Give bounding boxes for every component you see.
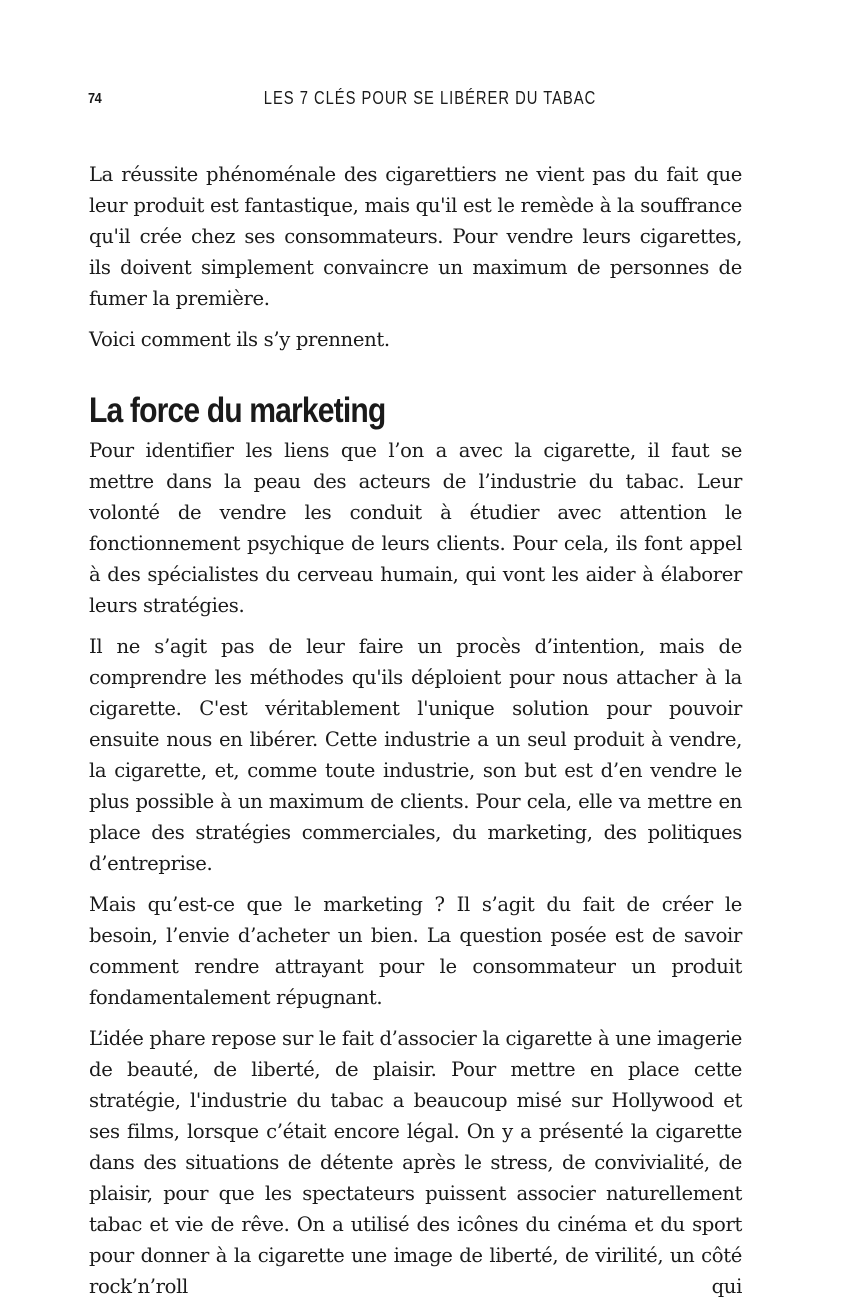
running-header [0, 88, 860, 112]
page-number: 74 [88, 90, 102, 107]
intro-paragraph: La réussite phénoménale des cigarettiers ne vient pas du fait que leur produit est fantastique, mais qu'il est le remède à la souffrance qu'il crée chez ses consommateurs. Pour vendre leurs cigarettes, ils doivent simplement convaincre un maximum de personnes de fumer la première. [89, 163, 742, 310]
page-body [89, 159, 742, 1312]
body-paragraph: Pour identifier les liens que l’on a avec la cigarette, il faut se mettre dans la peau des acteurs de l’industrie du tabac. Leur volonté de vendre les conduit à étudier avec attention le fonctionnement psychique de leurs clients. Pour cela, ils font appel à des spécialistes du cerveau humain, qui vont les aider à élaborer leurs stratégies. [89, 439, 742, 617]
section-title: La force du marketing [89, 391, 386, 430]
book-title: LES 7 CLÉS POUR SE LIBÉRER DU TABAC [263, 88, 597, 108]
intro-paragraph: Voici comment ils s’y prennent. [89, 328, 390, 351]
body-paragraph: Il ne s’agit pas de leur faire un procès d’intention, mais de comprendre les méthodes qu'ils déploient pour nous attacher à la cigarette. C'est véritablement l'unique solution pour pouvoir ensuite nous en libérer. Cette industrie a un seul produit à vendre, la cigarette, et, comme toute industrie, son but est d’en vendre le plus possible à un maximum de clients. Pour cela, elle va mettre en place des stratégies commerciales, du marketing, des politiques d’entreprise. [89, 635, 742, 875]
body-paragraph: L’idée phare repose sur le fait d’associer la cigarette à une imagerie de beauté, de liberté, de plaisir. Pour mettre en place cette stratégie, l'industrie du tabac a beaucoup misé sur Hollywood et ses films, lorsque c’était encore légal. On y a présenté la cigarette dans des situations de détente après le stress, de convivialité, de plaisir, pour que les spectateurs puissent associer naturellement tabac et vie de rêve. On a utilisé des icônes du cinéma et du sport pour donner à la cigarette une image de liberté, de virilité, un côté rock’n’roll qui [89, 1027, 742, 1298]
body-paragraph: Mais qu’est-ce que le marketing ? Il s’agit du fait de créer le besoin, l’envie d’acheter un bien. La question posée est de savoir comment rendre attrayant pour le consommateur un produit fondamentalement répugnant. [89, 893, 742, 1009]
